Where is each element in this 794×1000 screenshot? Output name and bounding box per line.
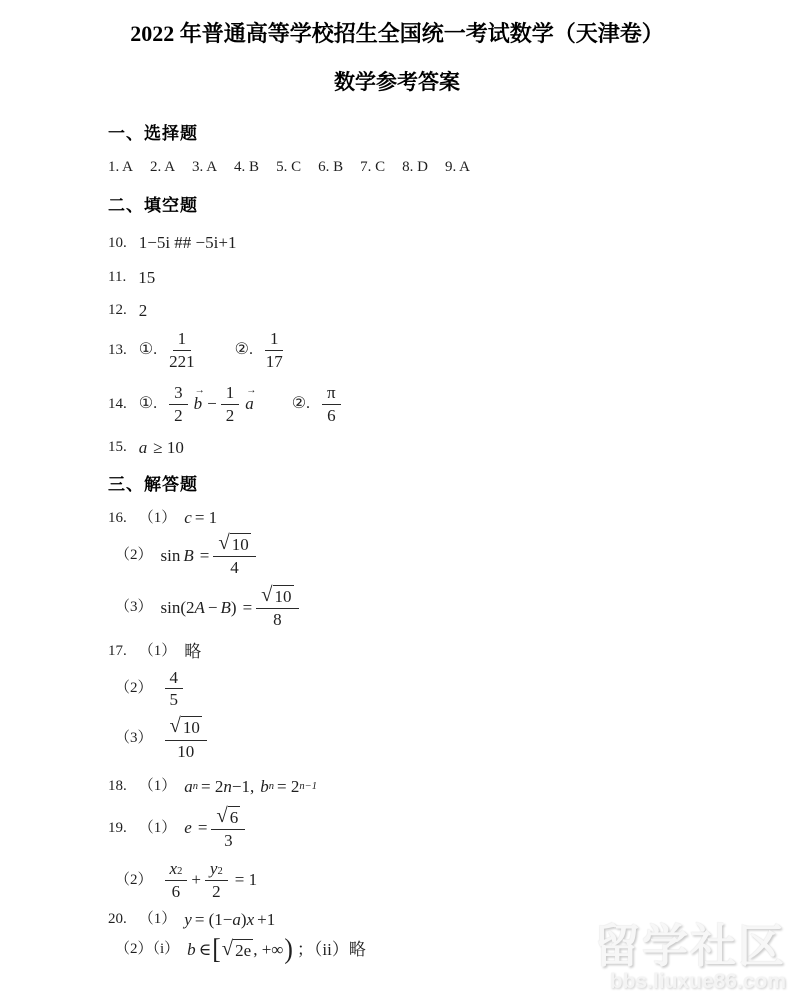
choice-answer-4: 4. B [234,158,260,175]
ellipse-x-term [165,859,188,901]
q11-line [108,267,734,288]
variable-x: x [246,910,255,929]
q19-label: 19. [108,819,127,836]
equals-sign: = [199,545,210,565]
q16-part2-fraction [213,533,255,578]
q20-part2-tail: ；（ii）略 [296,940,366,960]
q16-part1-line [108,507,734,528]
q16-part2-marker: （2） [115,547,153,564]
content [108,119,734,965]
q17-part2-marker: （2） [115,680,153,697]
page-subtitle: 数学参考答案 [334,69,460,94]
fraction-denominator: 3 [224,830,233,850]
fraction-numerator [205,859,228,881]
q17-part1-line [108,641,734,662]
variable-a: a [232,910,241,929]
q14-part2-marker: ②. [291,395,311,412]
fraction-denominator: 5 [169,690,179,710]
fraction-denominator: 2 [225,405,235,425]
section-heading-fill: 二、填空题 [108,196,198,216]
sequence-b: b [260,776,269,796]
fraction-numerator: 4 [165,668,184,690]
q17-part1-marker: （1） [138,642,177,659]
q10-answer: 1−5i ## −5i+1 [138,233,237,253]
q13-fraction-1 [169,329,195,371]
sqrt-expression [170,716,202,738]
equals-sign: = [242,597,253,617]
variable-n: n [223,776,232,796]
radicand: 10 [231,535,249,555]
q20-part2-line [115,932,734,965]
q16-part2-line [115,533,734,579]
section-heading-choice: 一、选择题 [108,123,198,143]
fraction-denominator: 17 [265,351,283,371]
q13-fraction-2 [265,329,284,371]
fraction-denominator: 8 [273,610,282,630]
fraction-numerator: 3 [169,383,188,405]
q19-part1-marker: （1） [138,819,177,836]
q11-answer: 15 [138,267,156,287]
watermark-logo-text: 留学社区 [594,919,786,972]
sequence-a: a [184,776,193,796]
minus-operator: − [207,597,218,617]
q15-answer: ≥ 10 [153,438,184,457]
fraction-denominator: 4 [230,558,239,578]
fraction-denominator: 2 [212,881,221,901]
fraction-numerator [165,859,188,881]
vector-letter: b [193,394,203,414]
choice-answer-1: 1. A [108,158,134,175]
radical-sign: √ [216,804,228,827]
radical-sign: √ [169,715,181,738]
fraction-denominator: 6 [327,405,336,425]
plus-operator: + [191,870,201,890]
q13-part2-marker: ②. [234,341,253,358]
q20-part1-line [108,909,734,930]
q17-part3-marker: （3） [115,730,153,747]
q16-part1-value: = 1 [194,508,218,528]
q16-label: 16. [108,509,127,526]
q19-part1-line [108,805,734,851]
fraction-numerator: 1 [265,329,284,351]
vector-b [193,385,205,414]
sin-function: sin [160,545,181,565]
q14-fraction-2 [221,383,240,425]
radical-sign: √ [218,532,230,555]
fraction-numerator [211,806,245,830]
open-bracket: [ [212,932,221,965]
radicand: 2e [235,940,252,960]
q10-line [108,232,734,253]
choice-answer-2: 2. A [150,158,176,175]
q13-line [108,327,734,373]
q10-label: 10. [108,234,127,251]
q20-formula-mid: = (1− [194,910,233,929]
sin-expression-prefix: sin(2 [160,597,195,617]
q19-part2-marker: （2） [115,871,153,888]
element-of-sign: ∈ [198,940,212,960]
q20-label: 20. [108,911,127,928]
q18-formula-1: = 2 [201,776,224,796]
subscript-n: n [192,780,199,792]
fraction-denominator: 2 [174,405,183,425]
q19-part2-line [115,857,734,903]
ellipse-y-term [205,859,228,901]
fraction-numerator [213,533,255,557]
choice-answer-9: 9. A [444,158,470,175]
section-heading-solve: 三、解答题 [108,475,198,495]
q18-part1-marker: （1） [138,778,177,794]
radicand: 10 [182,718,200,738]
q19-part1-fraction [211,806,245,851]
q14-label: 14. [108,395,127,412]
variable-x: x [169,858,178,878]
variable-y: y [209,858,218,878]
fraction-numerator: 1 [173,329,192,351]
minus-operator: − [207,394,217,414]
eccentricity-variable: e [184,818,192,838]
sqrt-expression [218,533,250,555]
variable-B: B [220,597,231,617]
q12-line [108,300,734,321]
fraction-denominator: 6 [171,881,181,901]
radicand: 10 [274,587,292,607]
q12-label: 12. [108,302,127,318]
q13-part1-marker: ①. [138,341,158,358]
choice-answer-3: 3. A [192,158,218,175]
equals-sign: = [197,818,208,838]
fraction-numerator [165,716,207,740]
choice-answers-row [108,158,734,177]
q15-variable: a [138,438,148,457]
q16-part3-fraction [256,585,298,630]
q14-fraction-1 [169,383,188,425]
exponent-2: 2 [217,866,223,878]
q14-line [108,381,734,427]
q18-line [108,776,734,797]
q18-formula-2: = 2 [276,776,300,796]
close-paren-big: ) [284,932,293,965]
choice-answer-5: 5. C [276,158,302,175]
q20-part1-marker: （1） [138,911,177,928]
q20-part2-marker: （2）（i） [115,941,180,958]
q16-part3-marker: （3） [115,599,153,616]
q11-label: 11. [108,268,127,285]
q17-part2-line [115,666,734,712]
choice-answer-7: 7. C [360,158,386,175]
watermark-url-text: bbs.liuxue86.com [609,969,786,993]
q14-fraction-3 [322,383,341,425]
q17-part3-line [115,716,734,762]
fraction-denominator: 221 [169,351,195,371]
close-paren: ) [230,597,237,617]
radicand: 6 [229,807,239,827]
q14-part1-marker: ①. [138,395,158,412]
q16-part1-variable: c [184,508,192,528]
q17-part3-fraction [165,716,207,761]
fraction-numerator: 1 [221,383,240,405]
q18-formula-1-tail: −1, [231,776,255,796]
q15-line [108,437,734,458]
page-title: 2022 年普通高等学校招生全国统一考试数学（天津卷） [130,21,664,46]
q12-answer: 2 [138,300,148,320]
equals-one: = 1 [234,870,258,890]
radical-sign: √ [221,937,234,960]
close-paren: ) [240,910,247,929]
q16-part1-marker: （1） [138,509,177,526]
choice-answer-6: 6. B [318,158,344,175]
vector-arrow-icon: → [194,385,205,397]
variable-A: A [194,597,205,617]
fraction-numerator: π [322,383,341,405]
sqrt-expression [222,939,253,961]
q13-label: 13. [108,341,127,358]
q17-part2-fraction [165,668,184,710]
q17-label: 17. [108,642,127,659]
q20-formula-tail: +1 [257,910,276,929]
exponent-2: 2 [177,866,183,878]
radical-sign: √ [261,584,273,607]
q17-part1-answer: 略 [184,641,202,661]
sqrt-expression [261,585,293,607]
vector-arrow-icon: → [246,385,257,397]
subscript-n: n [268,780,274,792]
fraction-denominator: 10 [177,741,195,761]
q16-part3-line [115,585,734,631]
sqrt-expression [216,806,240,828]
q16-part2-variable: B [183,545,194,565]
variable-y: y [184,910,192,929]
fraction-numerator [256,585,298,609]
vector-letter: a [245,394,254,414]
vector-a [245,385,257,414]
q15-label: 15. [108,439,127,456]
choice-answer-8: 8. D [402,158,428,175]
variable-b: b [187,940,196,960]
q18-label: 18. [108,778,127,794]
exponent-n-minus-1: n−1 [299,780,317,792]
interval-rest: , +∞ [253,940,284,960]
